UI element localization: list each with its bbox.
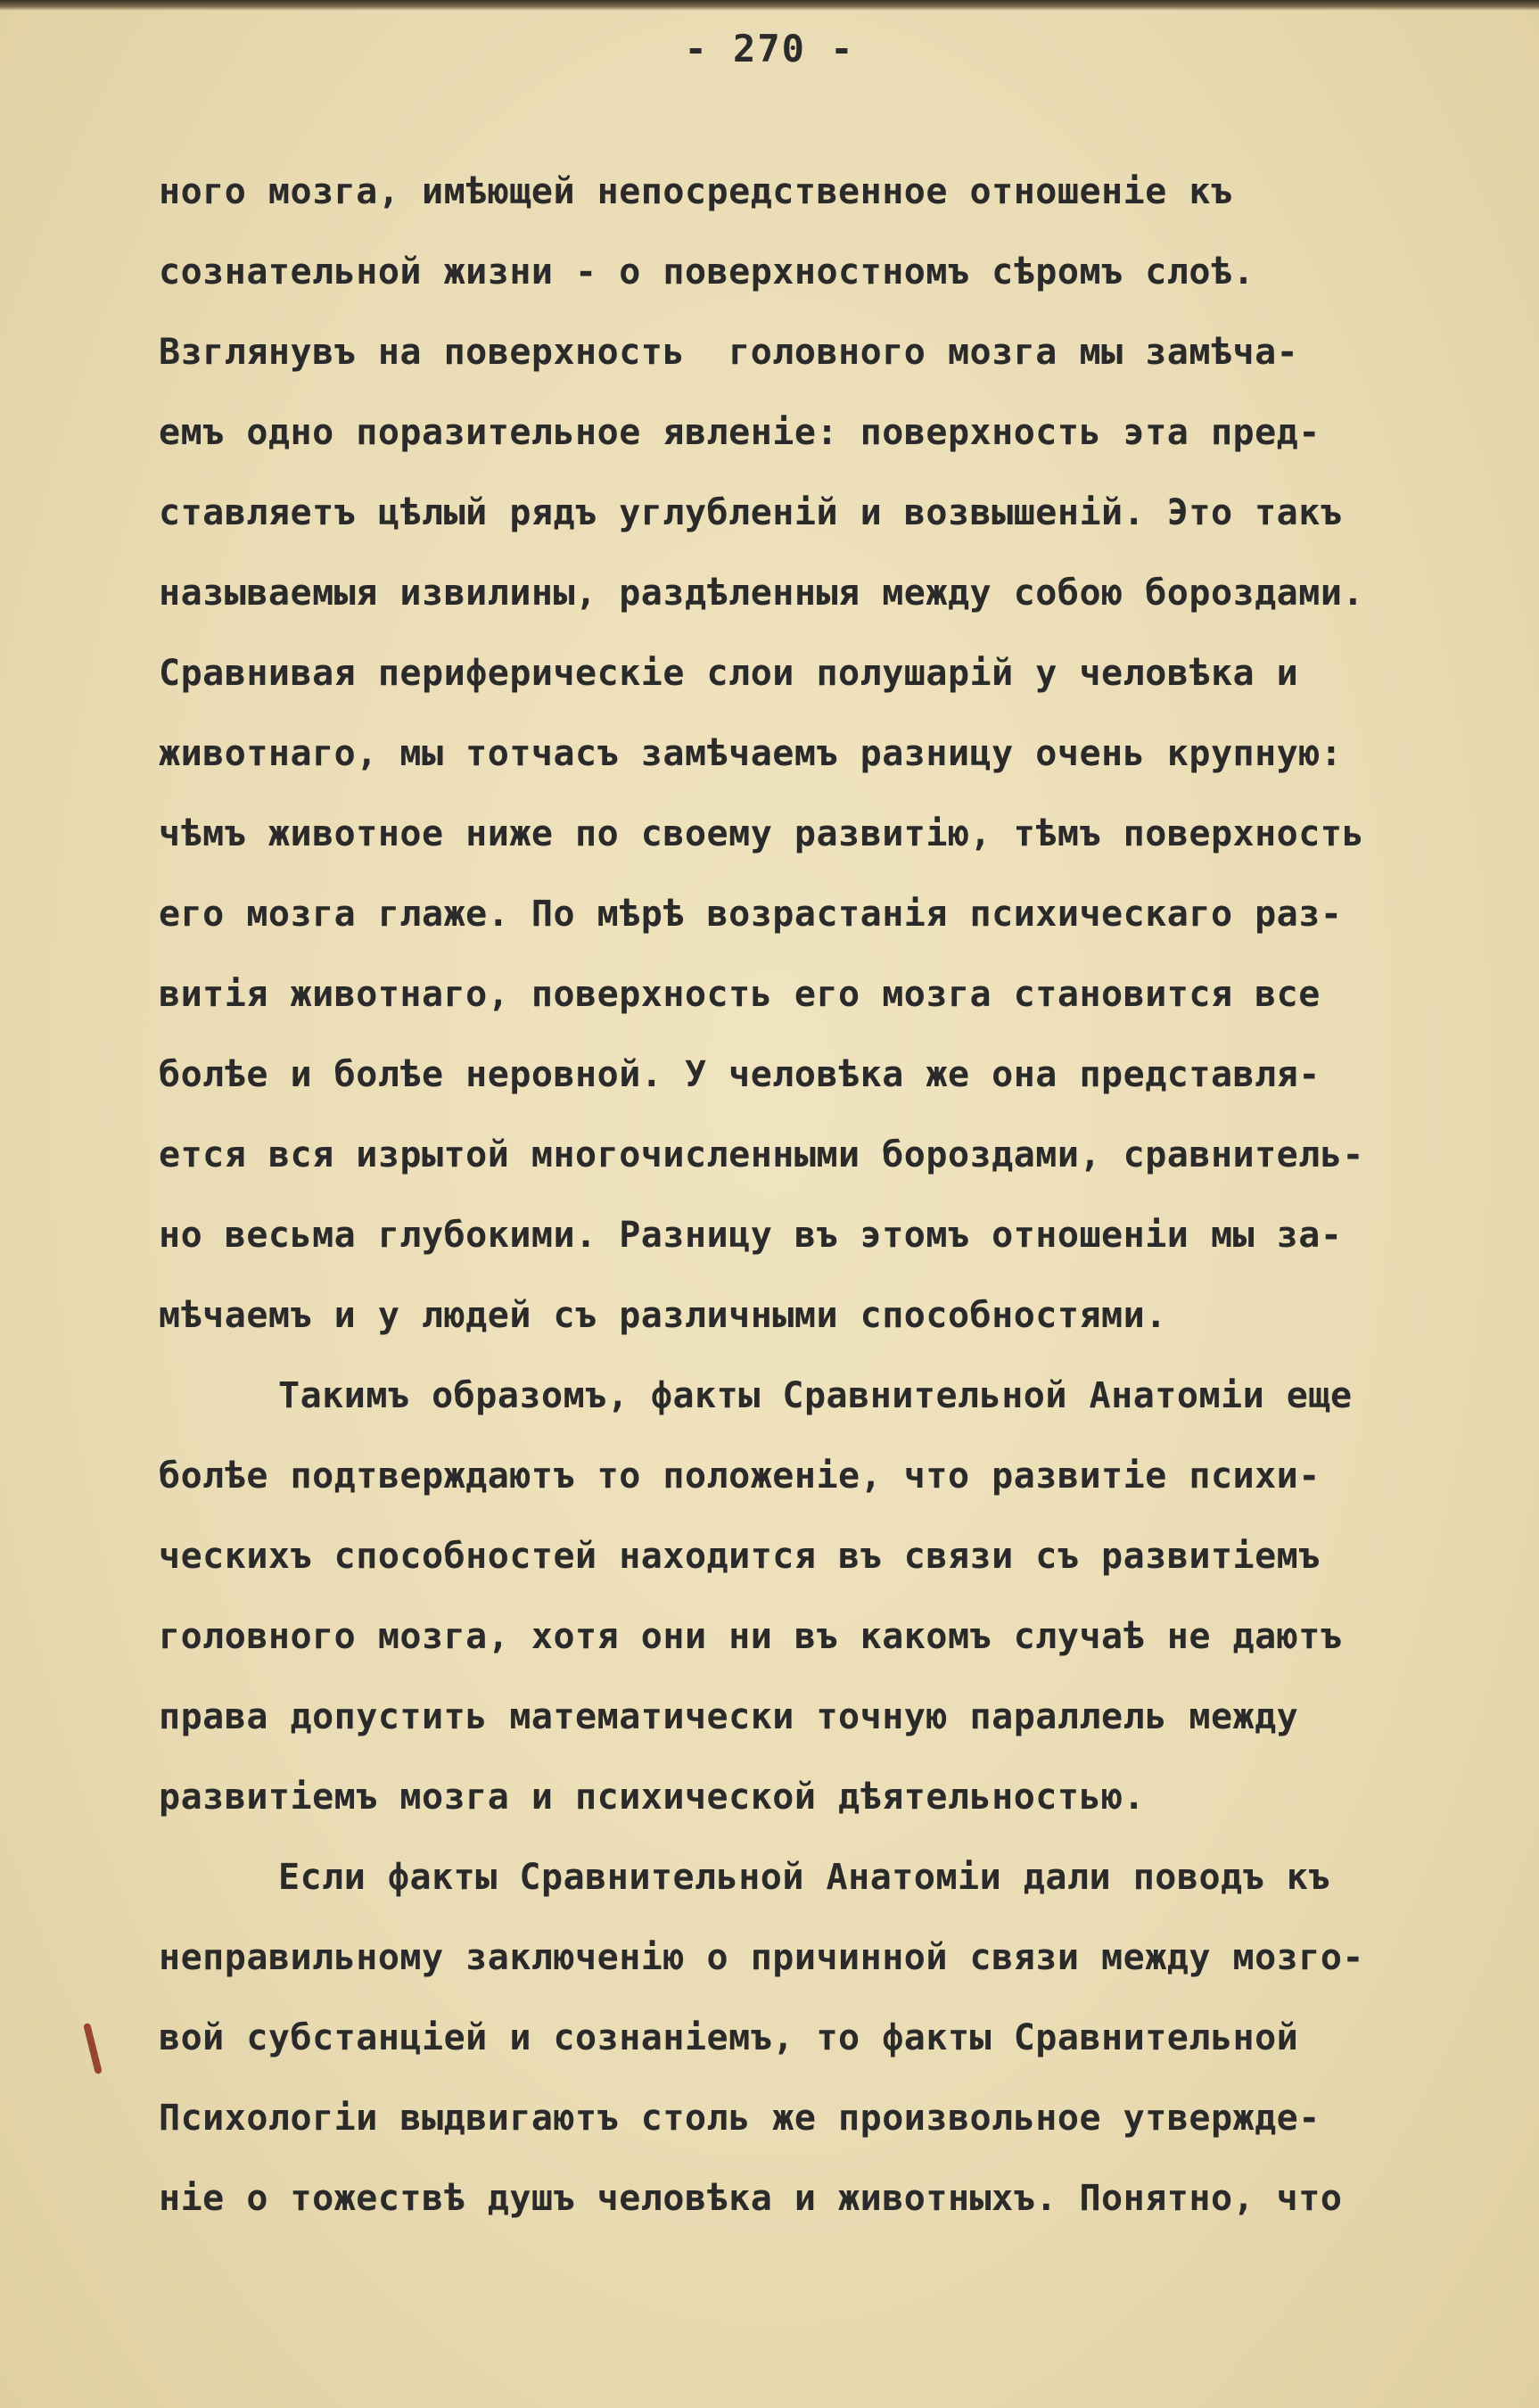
text-line-20: права допустить математически точную параллель между <box>159 1696 1299 1737</box>
text-line-13: ется вся изрытой многочисленными бороздами, сравнитель- <box>159 1134 1365 1175</box>
text-line-6: называемыя извилины, раздѣленныя между собою бороздами. <box>159 573 1365 614</box>
text-line-2: сознательной жизни - о поверхностномъ сѣромъ слоѣ. <box>159 252 1255 293</box>
text-line-25: Психологіи выдвигаютъ столь же произвольное утвержде- <box>159 2098 1321 2139</box>
text-line-23: неправильному заключенію о причинной связи между мозго- <box>159 1937 1365 1978</box>
text-line-16: Такимъ образомъ, факты Сравнительной Анатоміи еще <box>278 1375 1353 1416</box>
text-line-12: болѣе и болѣе неровной. У человѣка же она представля- <box>159 1054 1321 1095</box>
red-pencil-margin-mark <box>83 2023 103 2074</box>
text-line-15: мѣчаемъ и у людей съ различными способностями. <box>159 1295 1167 1336</box>
text-line-18: ческихъ способностей находится въ связи съ развитіемъ <box>159 1536 1321 1577</box>
text-line-11: витія животнаго, поверхность его мозга становится все <box>159 974 1321 1015</box>
text-line-9: чѣмъ животное ниже по своему развитію, тѣмъ поверхность <box>159 813 1365 854</box>
typed-text-body <box>159 152 1496 2239</box>
text-line-14: но весьма глубокими. Разницу въ этомъ отношеніи мы за- <box>159 1215 1343 1256</box>
page-number: - 270 - <box>684 27 855 70</box>
text-line-17: болѣе подтверждаютъ то положеніе, что развитіе психи- <box>159 1456 1321 1497</box>
text-line-8: животнаго, мы тотчасъ замѣчаемъ разницу очень крупную: <box>159 733 1343 774</box>
text-line-3: Взглянувъ на поверхность головного мозга мы замѣча- <box>159 332 1299 373</box>
text-line-21: развитіемъ мозга и психической дѣятельностью. <box>159 1777 1146 1818</box>
text-line-10: его мозга глаже. По мѣрѣ возрастанія психическаго раз- <box>159 894 1343 935</box>
text-line-19: головного мозга, хотя они ни въ какомъ случаѣ не даютъ <box>159 1616 1343 1657</box>
page-top-edge <box>0 0 1539 11</box>
text-line-5: ставляетъ цѣлый рядъ углубленій и возвышеній. Это такъ <box>159 492 1343 533</box>
text-line-7: Сравнивая периферическіе слои полушарій у человѣка и <box>159 653 1299 694</box>
text-line-24: вой субстанціей и сознаніемъ, то факты Сравнительной <box>159 2017 1299 2058</box>
text-line-4: емъ одно поразительное явленіе: поверхность эта пред- <box>159 412 1321 453</box>
text-line-26: ніе о тожествѣ душъ человѣка и животныхъ. Понятно, что <box>159 2178 1343 2219</box>
text-line-22: Если факты Сравнительной Анатоміи дали поводъ къ <box>278 1857 1330 1898</box>
text-line-1: ного мозга, имѣющей непосредственное отношеніе къ <box>159 171 1233 212</box>
